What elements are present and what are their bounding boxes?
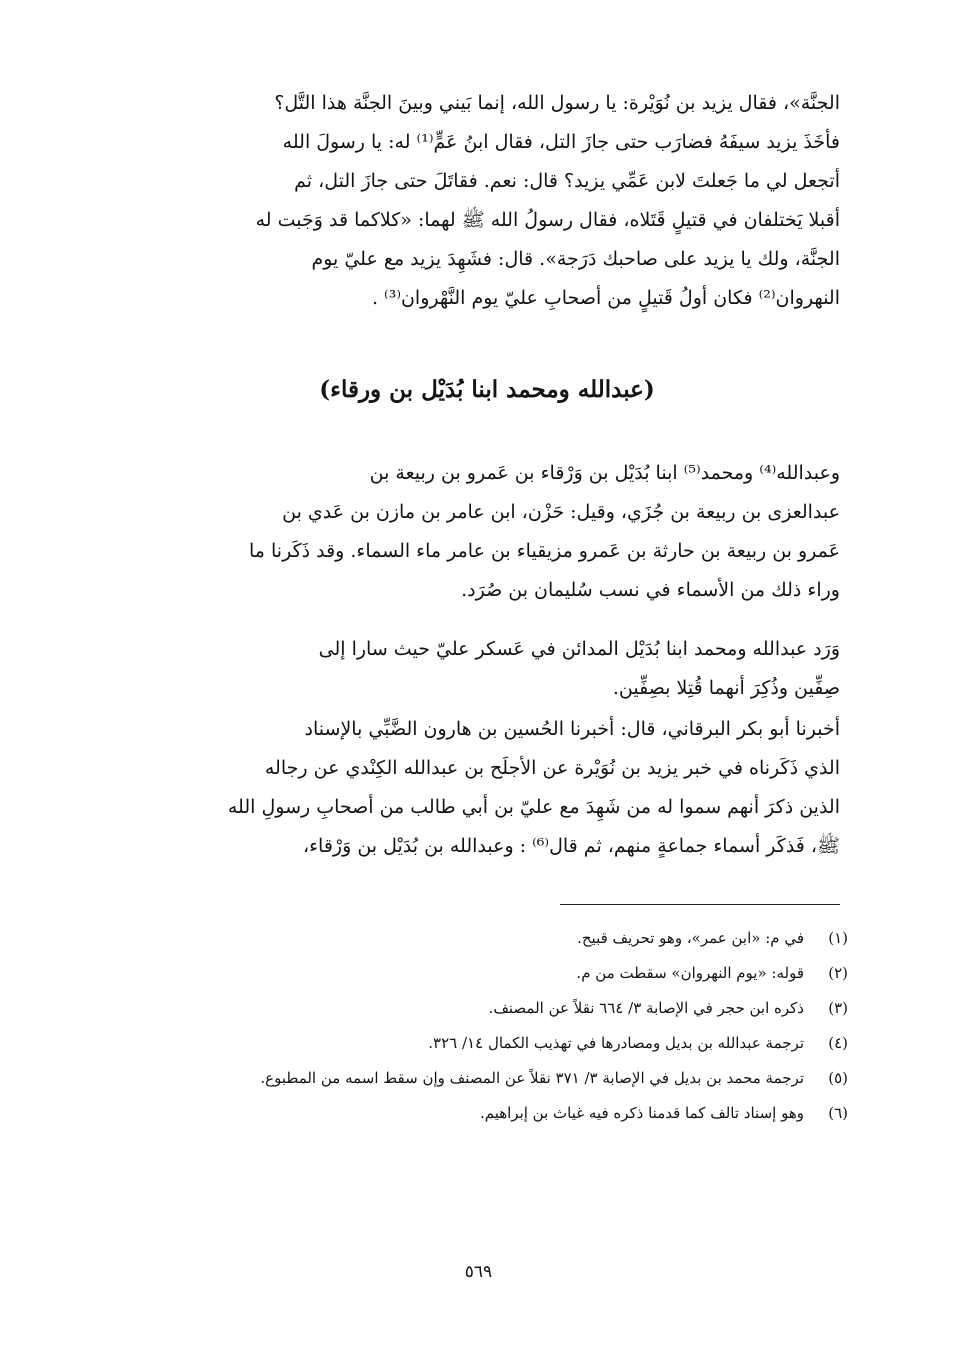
footnote-text: وهو إسناد تالف كما قدمنا ذكره فيه غياث بن إبراهيم.: [479, 1104, 804, 1122]
footnote: [134, 1061, 848, 1096]
paragraph-3: [134, 630, 840, 708]
text-line: أقبلا يَختلفان في قتيلٍ قَتَلاه، فقال رسولُ الله ﷺ لهما: «كلاكما قد وَجَبت له: [255, 209, 840, 231]
footnote-text: ذكره ابن حجر في الإصابة ٣/ ٦٦٤ نقلاً عن المصنف.: [488, 999, 804, 1017]
footnote: [134, 921, 848, 956]
footnote: [134, 1096, 848, 1131]
text-line: الذين ذكرَ أنهم سموا له من شَهِدَ مع عليّ بن أبي طالب من أصحابِ رسولِ الله: [227, 796, 840, 818]
paragraph-4: [134, 710, 840, 866]
text-line: صِفِّين وذُكِرَ أنهما قُتِلا بصِفِّين.: [612, 677, 840, 699]
footnote-number: (٢): [828, 964, 848, 982]
text-line: وراء ذلك من الأسماء في نسب سُليمان بن صُرَد.: [461, 579, 840, 601]
footnote: [134, 1026, 848, 1061]
paragraph-1: [134, 84, 840, 318]
footnote-number: (٥): [828, 1069, 848, 1087]
page-number: ٥٦٩: [464, 1262, 493, 1282]
text-line: عبدالعزى بن ربيعة بن جُزَي، وقيل: حَزْن، ابن عامر بن مازن بن عَدي بن: [282, 501, 840, 523]
footnotes: [134, 921, 848, 1131]
footnote-number: (١): [828, 929, 848, 947]
footnote-number: (٤): [828, 1034, 848, 1052]
footnote-number: (٣): [828, 999, 848, 1017]
footnote-divider: [560, 904, 840, 905]
text-line: وَرَد عبدالله ومحمد ابنا بُدَيْل المدائن في عَسكر عليّ حيث سارا إلى: [318, 638, 840, 660]
text-line: الذي ذَكَرناه في خبر يزيد بن نُوَيْرة عن الأجلَح بن عبدالله الكِنْدي عن رجاله: [264, 757, 840, 779]
text-line: وعبدالله⁽⁴⁾ ومحمد⁽⁵⁾ ابنا بُدَيْل بن وَرْقاء بن عَمرو بن ربيعة بن: [369, 462, 840, 484]
footnote-text: في م: «ابن عمر»، وهو تحريف قبيح.: [577, 929, 804, 947]
text-line: الجنَّة»، فقال يزيد بن نُوَيْرة: يا رسول الله، إنما بَيني وبينَ الجنَّة هذا التَّل؟: [274, 92, 840, 114]
text-line: أتجعل لي ما جَعلتَ لابن عَمِّي يزيد؟ قال: نعم. فقاتَلَ حتى جازَ التل، ثم: [294, 170, 840, 192]
text-line: عَمرو بن ربيعة بن حارثة بن عَمرو مزيقياء بن عامر ماء السماء. وقد ذَكَرنا ما: [249, 540, 840, 562]
footnote-text: ترجمة محمد بن بديل في الإصابة ٣/ ٣٧١ نقلاً عن المصنف وإن سقط اسمه من المطبوع.: [260, 1069, 804, 1087]
text-line: الجنَّة، ولك يا يزيد على صاحبك دَرَجة». قال: فشَهِدَ يزيد مع عليّ يوم: [311, 248, 840, 270]
text-line: فأخَذَ يزيد سيفَهُ فضارَب حتى جازَ التل، فقال ابنُ عَمٍّ⁽¹⁾ له: يا رسولَ الله: [282, 131, 840, 153]
text-line: ﷺ، فَذكَر أسماء جماعةٍ منهم، ثم قال⁽⁶⁾ : وعبدالله بن بُدَيْل بن وَرْقاء،: [302, 835, 840, 857]
footnote: [134, 991, 848, 1026]
footnote: [134, 956, 848, 991]
text-line: النهروان⁽²⁾ فكان أولُ قَتيلٍ من أصحابِ عليّ يوم النَّهْروان⁽³⁾ .: [371, 287, 840, 309]
footnote-number: (٦): [828, 1104, 848, 1122]
section-heading: (عبدالله ومحمد ابنا بُدَيْل بن ورقاء): [319, 376, 655, 403]
footnote-text: قوله: «يوم النهروان» سقطت من م.: [576, 964, 804, 982]
paragraph-2: [134, 454, 840, 610]
footnote-text: ترجمة عبدالله بن بديل ومصادرها في تهذيب الكمال ١٤/ ٣٢٦.: [428, 1034, 804, 1052]
text-line: أخبرنا أبو بكر البرقاني، قال: أخبرنا الحُسين بن هارون الضَّبِّي بالإسناد: [304, 718, 840, 740]
